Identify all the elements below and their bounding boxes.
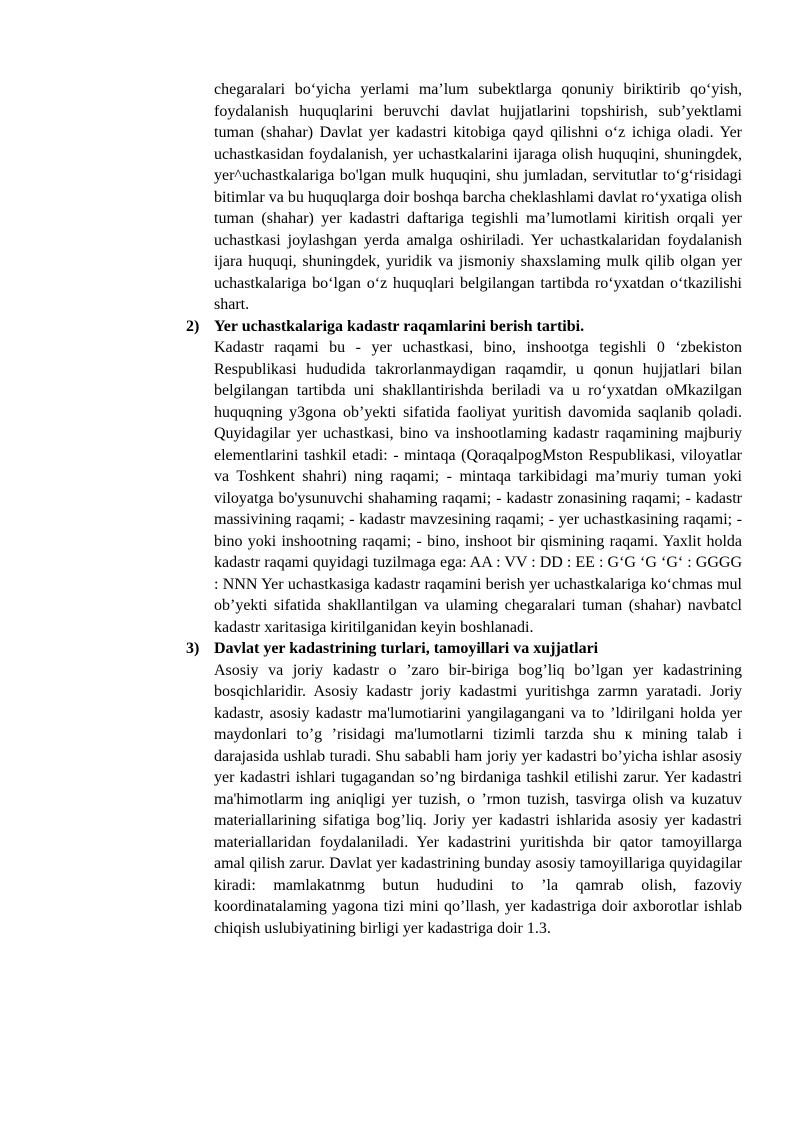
- section-2-number: 2): [186, 317, 200, 335]
- section-2-title: Yer uchastkalariga kadastr raqamlarini berish tartibi.: [214, 317, 585, 335]
- section-2-heading: [186, 316, 742, 338]
- section-3-heading: [186, 638, 742, 660]
- section-3-paragraph: Asosiy va joriy kadastr o ’zaro bir-biriga bog’liq bo’lgan yer kadastrining bosqichlaridir. Asosiy kadastr joriy kadastmi yuritishga zarmn yaratadi. Joriy kadastr, asosiy kadastr ma'lumotiarini yangilagangani va to ’ldirilgani holda yer maydonlari to’g ’risidagi ma'lumotlarni tizimli tarzda shu к mining talab i darajasida ushlab turadi. Shu sababli ham joriy yer kadastri bo’yicha ishlar asosiy yer kadastri ishlari tugagandan so’ng birdaniga tashkil etilishi zarur. Yer kadastri ma'himotlarm ing aniqligi yer tuzish, o ’rmon tuzish, tasvirga olish va kuzatuv materiallarining sifatiga bog’liq. Joriy yer kadastri ishlarida asosiy yer kadastri materiallaridan foydalaniladi. Yer kadastrini yuritishda bir qator tamoyillarga amal qilish zarur. Davlat yer kadastrining bunday asosiy tamoyillariga quyidagilar kiradi: mamlakatnmg butun hududini to ’la qamrab olish, fazoviy koordinatalaming yagona tizi mini qo’llash, yer kadastriga doir axborotlar ishlab chiqish uslubiyatining birligi yer kadastriga doir 1.3.: [214, 661, 742, 937]
- document-body: [186, 79, 742, 939]
- section-3-title: Davlat yer kadastrining turlari, tamoyillari va xujjatlari: [214, 640, 599, 657]
- intro-paragraph: chegaralari bo‘yicha yerlami ma’lum subektlarga qonuniy biriktirib qo‘yish, foydalanish huquqlarini beruvchi davlat hujjatlarini topshirish, sub’yektlami tuman (shahar) Davlat yer kadastri kitobiga qayd qilishni o‘z ichiga oladi. Yer uchastkasidan foydalanish, yer uchastkalarini ijaraga olish huquqini, shuningdek, yer^uchastkalariga bo'lgan mulk huquqini, shu jumladan, servitutlar to‘g‘risidagi bitimlar va bu huquqlarga doir boshqa barcha cheklashlami davlat ro‘yxatiga olish tuman (shahar) yer kadastri daftariga tegishli ma’lumotlami kiritish orqali yer uchastkasi joylashgan yerda amalga oshiriladi. Yer uchastkalaridan foydalanish ijara huquqi, shuningdek, yuridik va jismoniy shaxslaming mulk qilib olgan yer uchastkalariga bo‘lgan o‘z huquqlari belgilangan tartibda ro‘yxatdan o‘tkazilishi shart.: [214, 81, 742, 313]
- section-2-paragraph: Kadastr raqami bu - yer uchastkasi, bino, inshootga tegishli 0 ‘zbekiston Respublikasi hududida takrorlanmaydigan raqamdir, u qonun hujjatlari bilan belgilangan tartibda uni shakllantirishda beriladi va u ro‘yxatdan oMkazilgan huquqning y3gona ob’yekti sifatida faoliyat yuritish davomida saqlanib qoladi. Quyidagilar yer uchastkasi, bino va inshootlaming kadastr raqamining majburiy elementlarini tashkil etadi: - mintaqa (QoraqalpogMston Respublikasi, viloyatlar va Toshkent shahri) ning raqami; - mintaqa tarkibidagi ma’muriy tuman yoki viloyatga bo'ysunuvchi shahaming raqami; - kadastr zonasining raqami; - kadastr massivining raqami; - kadastr mavzesining raqami; - yer uchastkasining raqami; - bino yoki inshootning raqami; - bino, inshoot bir qismining raqami. Yaxlit holda kadastr raqami quyidagi tuzilmaga ega: AA : VV : DD : EE : G‘G ‘G ‘G‘ : GGGG : NNN Yer uchastkasiga kadastr raqamini berish yer uchastkalariga ko‘chmas mul ob’yekti sifatida shakllantilgan va ulaming chegaralari tuman (shahar) navbatcl kadastr xaritasiga kiritilganidan keyin boshlanadi.: [214, 339, 742, 636]
- section-3-number: 3): [186, 640, 200, 657]
